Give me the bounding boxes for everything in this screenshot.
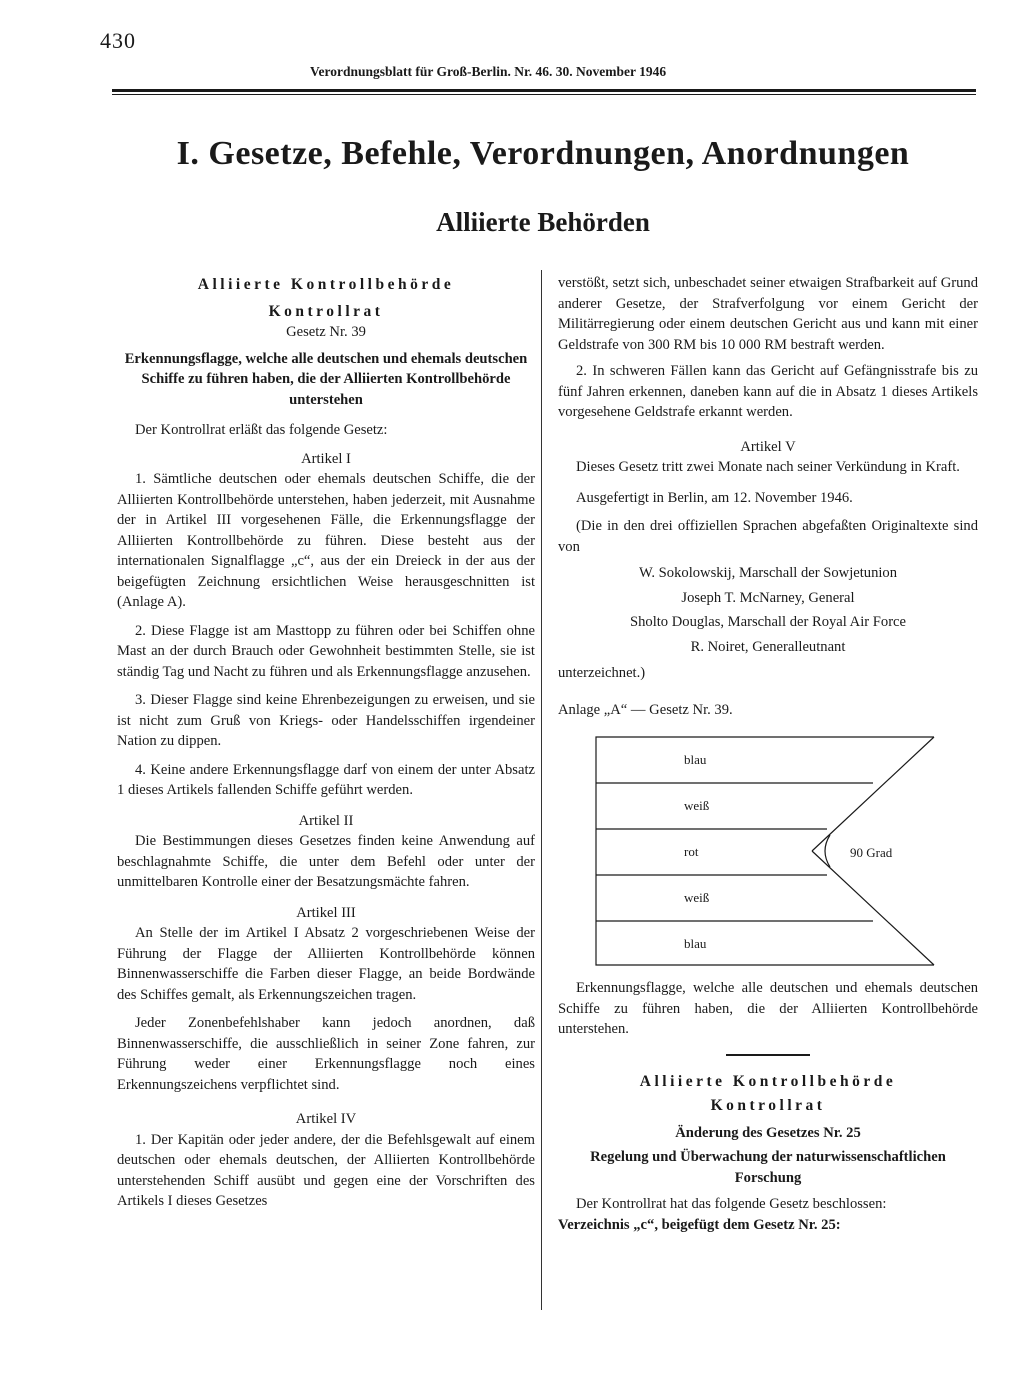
- law39-intro: Der Kontrollrat erläßt das folgende Gesetz:: [135, 422, 388, 438]
- law25-authority: Alliierte Kontrollbehörde: [639, 1072, 897, 1090]
- header-rule-thin: [112, 94, 976, 95]
- signatory-1: W. Sokolowskij, Marschall der Sowjetunion: [638, 565, 898, 581]
- art2-heading: Artikel II: [298, 812, 354, 829]
- main-title: I. Gesetze, Befehle, Verordnungen, Anordnungen: [176, 135, 910, 172]
- art1-paragraph-4: 4. Keine andere Erkennungsflagge darf von einem der unter Absatz 1 dieses Artikels fallenden Schiffe geführt werden.: [117, 761, 535, 798]
- page-number: 430: [100, 28, 136, 53]
- angle-arc: [825, 835, 830, 867]
- law25-subject: Regelung und Überwachung der naturwissenschaftlichen Forschung: [590, 1149, 946, 1186]
- art1-paragraph-1: 1. Sämtliche deutschen oder ehemals deutschen Schiffe, die der Alliierten Kontrollbehörde unterstehen, haben jederzeit, mit Ausnahme der in Artikel III vorgesehenen Fälle, die Erkennungsflagge der Alliierten Kontrollbehörde zu führen. Diese besteht aus der internationalen Signalflagge „c“, aus der ein Dreieck in der aus der beigefügten Zeichnung ersichtlichen Weise herausgeschnitten ist (Anlage A).: [117, 471, 535, 610]
- art4-paragraph-2: 2. In schweren Fällen kann das Gericht auf Gefängnisstrafe bis zu fünf Jahren erkennen, daneben kann auf die in Absatz 1 dieses Artikels vorgesehene Geldstrafe erkannt werden.: [558, 363, 978, 420]
- art3-paragraph-2: Jeder Zonenbefehlshaber kann jedoch anordnen, daß Binnenwasserschiffe, die ausschließlich in seiner Zone fahren, zur Führung weder einer Erkennungsflagge noch eines Erkennungszeichens verpflichtet sind.: [117, 1015, 535, 1093]
- column-divider: [541, 270, 542, 1310]
- flag-caption: Erkennungsflagge, welche alle deutschen und ehemals deutschen Schiffe zu führen haben, die der Alliierten Kontrollbehörde unterstehen.: [558, 980, 978, 1037]
- issued-date: Ausgefertigt in Berlin, am 12. November 1946.: [576, 489, 853, 506]
- signatory-4: R. Noiret, Generalleutnant: [690, 638, 846, 655]
- law39-law-number: Gesetz Nr. 39: [286, 324, 366, 340]
- art5-heading: Artikel V: [740, 438, 796, 455]
- signatory-2: Joseph T. McNarney, General: [681, 589, 855, 606]
- signed-note: unterzeichnet.): [558, 665, 646, 681]
- law39-subject: Erkennungsflagge, welche alle deutschen und ehemals deutschen Schiffe zu führen haben, die der Alliierten Kontrollbehörde unterstehen: [124, 350, 528, 408]
- stripe-label-1: blau: [684, 752, 707, 767]
- law39-authority: Alliierte Kontrollbehörde: [197, 276, 455, 293]
- running-head: Verordnungsblatt für Groß-Berlin. Nr. 46. 30. November 1946: [310, 64, 667, 79]
- flag-drawing: [558, 734, 978, 968]
- header-rule-thick: [112, 89, 976, 92]
- right-column: [558, 273, 978, 1235]
- law25-list-reference: Verzeichnis „c“, beigefügt dem Gesetz Nr. 25:: [558, 1216, 841, 1233]
- art1-heading: Artikel I: [301, 450, 351, 467]
- law25-council: Kontrollrat: [710, 1097, 826, 1114]
- swallowtail-lower-edge: [812, 851, 934, 965]
- stripe-label-2: weiß: [684, 798, 710, 813]
- stripe-label-5: blau: [684, 936, 707, 951]
- art4-paragraph-1-start: 1. Der Kapitän oder jeder andere, der die Befehlsgewalt auf einem deutschen oder ehemals deutschen, der Alliierten Kontrollbehörde unterstehenden Schiff ausübt und gegen eine der Vorschriften des Artikels I dieses Gesetzes: [117, 1131, 535, 1209]
- art4-paragraph-1-end: verstößt, setzt sich, unbeschadet seiner etwaigen Strafbarkeit auf Grund anderer Gesetze, der Strafverfolgung vor einem Gericht der Militärregierung oder einem deutschen Gericht aus und kann mit einer Geldstrafe von 300 RM bis 10 000 RM bestraft werden.: [558, 275, 978, 353]
- law25-title: Änderung des Gesetzes Nr. 25: [675, 1124, 861, 1141]
- section-separator: [726, 1054, 810, 1056]
- signatory-3: Sholto Douglas, Marschall der Royal Air Force: [629, 614, 907, 630]
- angle-label: 90 Grad: [850, 845, 893, 860]
- art3-heading: Artikel III: [296, 904, 356, 921]
- art5-paragraph-1: Dieses Gesetz tritt zwei Monate nach seiner Verkündung in Kraft.: [576, 459, 960, 475]
- swallowtail-upper-edge: [812, 737, 934, 851]
- law25-intro: Der Kontrollrat hat das folgende Gesetz beschlossen:: [576, 1196, 887, 1212]
- art1-paragraph-3: 3. Dieser Flagge sind keine Ehrenbezeigungen zu erweisen, und sie ist nicht zum Gruß von Kriegs- oder Handelsschiffen irgendeiner Nation zu dippen.: [117, 692, 535, 749]
- art1-paragraph-2: 2. Diese Flagge ist am Masttopp zu führen oder bei Schiffen ohne Mast an der durch Brauch oder Gewohnheit bestimmten Stelle, sie ist ständig Tag und Nacht zu führen und als Erkennungsflagge anzusehen.: [117, 622, 535, 680]
- section-title: Alliierte Behörden: [436, 207, 650, 237]
- art4-heading: Artikel IV: [295, 1111, 357, 1127]
- art3-paragraph-1: An Stelle der im Artikel I Absatz 2 vorgeschriebenen Weise der Führung der Flagge der Alliierten Kontrollbehörde können Binnenwasserschiffe die Farben dieser Flagge, an beide Bordwände des Schiffes gemalt, als Erkennungszeichen tragen.: [117, 925, 535, 1003]
- law39-council: Kontrollrat: [268, 302, 384, 320]
- stripe-label-3: rot: [684, 844, 699, 859]
- art2-paragraph-1: Die Bestimmungen dieses Gesetzes finden keine Anwendung auf beschlagnahmte Schiffe, die unter dem Befehl oder unter der unmittelbaren Kontrolle einer der Besatzungsmächte fahren.: [117, 833, 535, 890]
- flag-diagram: [558, 734, 978, 968]
- stripe-label-4: weiß: [684, 890, 710, 905]
- languages-note: (Die in den drei offiziellen Sprachen abgefaßten Originaltexte sind von: [558, 518, 978, 555]
- annex-caption: Anlage „A“ — Gesetz Nr. 39.: [558, 701, 733, 718]
- left-column: [117, 275, 535, 1212]
